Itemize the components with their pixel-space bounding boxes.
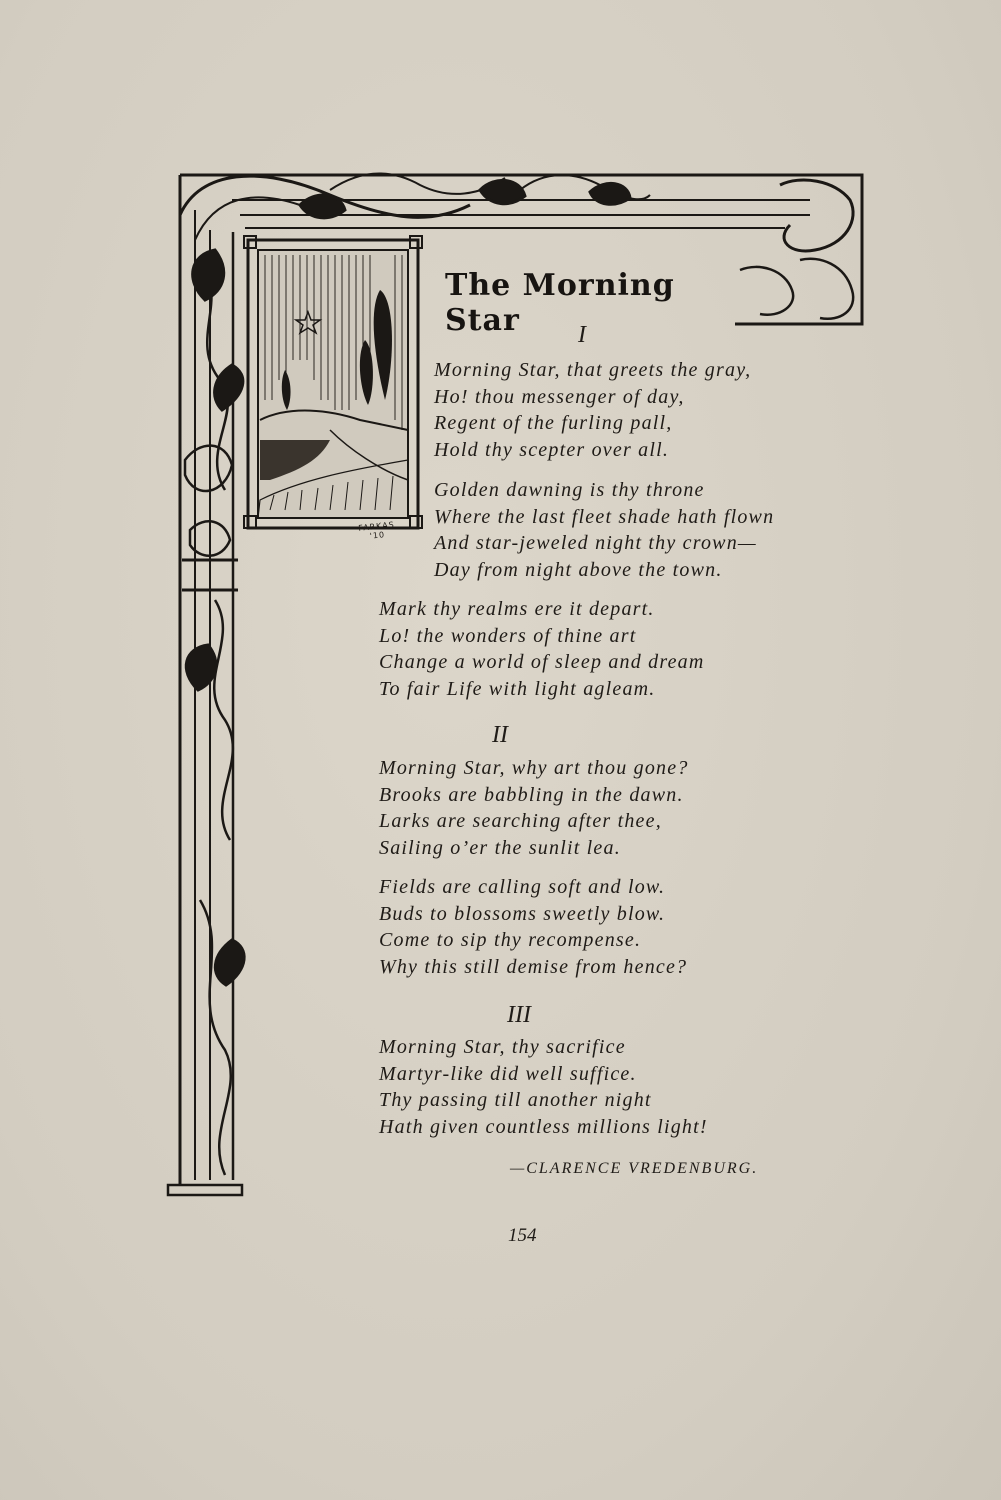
- poem-line: Martyr-like did well suffice.: [379, 1062, 637, 1085]
- stanza: [434, 477, 774, 583]
- poem-line: To fair Life with light agleam.: [379, 677, 656, 700]
- poem-line: Brooks are babbling in the dawn.: [379, 783, 684, 806]
- poem-line: Buds to blossoms sweetly blow.: [379, 902, 666, 925]
- poem-line: And star-jeweled night thy crown—: [434, 532, 757, 554]
- poem-line: Why this still demise from hence?: [379, 955, 688, 978]
- poem-line: Fields are calling soft and low.: [379, 876, 666, 898]
- poem-line: Regent of the furling pall,: [434, 412, 673, 434]
- poem-line: Change a world of sleep and dream: [379, 651, 705, 673]
- poem-author: —CLARENCE VREDENBURG.: [510, 1160, 759, 1177]
- part-numeral-1: I: [578, 322, 586, 348]
- poem-line: Lo! the wonders of thine art: [379, 624, 637, 647]
- poem-line: Where the last fleet shade hath flown: [434, 505, 775, 528]
- stanza: [379, 1034, 708, 1140]
- poem-line: Golden dawning is thy throne: [434, 479, 705, 501]
- poem-line: Come to sip thy recompense.: [379, 929, 642, 951]
- part-numeral-3: III: [507, 1002, 531, 1028]
- poem-line: Day from night above the town.: [434, 558, 723, 581]
- poem-line: Hath given countless millions light!: [379, 1115, 708, 1138]
- illustration-frame: [244, 236, 422, 528]
- poem-line: Morning Star, thy sacrifice: [379, 1036, 626, 1058]
- stanza: [434, 357, 751, 463]
- part-numeral-2: II: [492, 722, 508, 748]
- poem-line: Sailing o’er the sunlit lea.: [379, 836, 621, 859]
- poem-line: Morning Star, that greets the gray,: [434, 359, 752, 381]
- poem-line: Hold thy scepter over all.: [434, 438, 670, 461]
- signature-year: '10: [369, 530, 386, 541]
- poem-title: The Morning Star: [445, 268, 675, 338]
- page-number: 154: [508, 1225, 537, 1246]
- stanza: [379, 755, 689, 861]
- poem-line: Mark thy realms ere it depart.: [379, 598, 655, 620]
- stanza: [379, 596, 705, 702]
- poem-line: Morning Star, why art thou gone?: [379, 757, 689, 779]
- poem-line: Thy passing till another night: [379, 1089, 652, 1111]
- signature-name: FARKAS: [357, 520, 396, 533]
- poem-line: Larks are searching after thee,: [379, 810, 662, 832]
- stanza: [379, 874, 687, 980]
- poem-line: Ho! thou messenger of day,: [434, 385, 685, 408]
